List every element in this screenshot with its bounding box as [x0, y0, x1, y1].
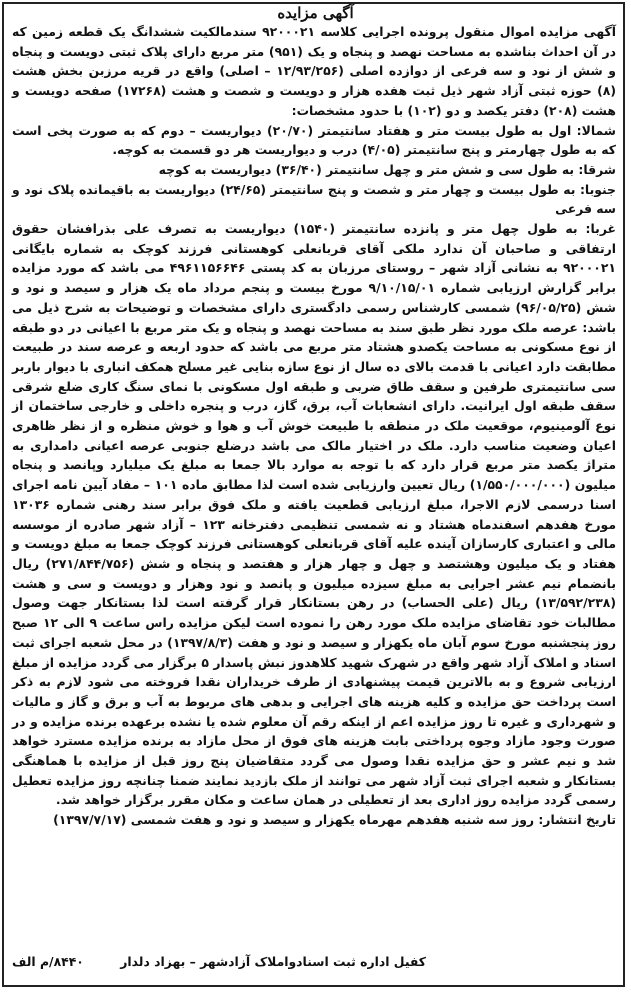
notice-footer: [12, 954, 616, 969]
paragraph-intro: آگهی مزایده اموال منقول پرونده اجرایی کلاسه ۹۲۰۰۰۲۱ سندمالکیت ششدانگ یک قطعه زمین که در آن احداث بناشده به مساحت نهصد و پنجاه و یک (۹۵۱) متر مربع دارای پلاک ثبتی دویست و پنجاه و شش از نود و سه فرعی از دوازده اصلی (۱۲/۹۳/۲۵۶ – اصلی) واقع در قریه مرزبن بخش هشت (۸) حوزه ثبتی آزاد شهر ذیل ثبت هفده هزار و دویست و شصت و هشت (۱۷۲۶۸) صفحه دویست و هشت (۲۰۸) دفتر یکصد و دو (۱۰۲) با حدود مشخصات:: [12, 24, 616, 118]
paragraph-south: جنوبا: به طول بیست و چهار متر و شصت و پنج سانتیمتر (۲۴/۶۵) دیواریست به باقیمانده پلاک نود و سه فرعی: [12, 181, 616, 217]
paragraph-publish-date: تاریخ انتشار: روز سه شنبه هفدهم مهرماه یکهزار و سیصد و نود و هفت شمسی (۱۳۹۷/۷/۱۷): [53, 812, 616, 828]
notice-title: آگهی مزایده: [277, 4, 354, 22]
paragraph-north: شمالا: اول به طول بیست متر و هفتاد سانتیمتر (۲۰/۷۰) دیواریست – دوم که به صورت پخی است که به طول چهارمتر و پنج سانتیمتر (۴/۰۵) درب و دیواریست هر دو قسمت به کوچه.: [12, 122, 616, 158]
reference-code: ۸۴۴۰/م الف: [12, 954, 84, 969]
paragraph-west-details: غربا: به طول چهل متر و پانزده سانتیمتر (۱۵۴۰) دیواریست به تصرف علی بذرافشان حقوق ارتفاقی و صاحبان آن ندارد ملکی آقای قربانعلی کوهستانی فرزند کوچک به شماره بایگانی ۹۲۰۰۰۲۱ به نشانی آزاد شهر – روستای مرزبان به کد پستی ۴۹۶۱۱۵۶۶۴۶ می باشد که مورد مزایده برابر گزارش ارزیابی شماره ۹/۱۰/۱۵/۰۱ مورخ بیست و پنجم مرداد ماه یک هزار و سیصد و نود و شش (۹۶/۰۵/۲۵) شمسی کارشناس رسمی دادگستری دارای مشخصات و توضیحات به شرح ذیل می باشد: عرصه ملک مورد نظر طبق سند به مساحت نهصد و پنجاه و یک متر مربع با اعیانی در دو طبقه از نوع مسکونی به مساحت یکصدو هشتاد متر مربع می باشد که حدود اربعه و عرصه سند در طبیعت مطابقت دارد اعیانی با قدمت بالای ده سال از نوع سازه بنایی غیر مسلح همکف انباری با دیوار باربر سی سانتیمتری طرفین و سقف طاق ضربی و طبقه اول مسکونی با نمای سنگ کاری ضلع شرقی سقف طبقه اول ایرانیت. دارای انشعابات آب، برق، گاز، درب و پنجره داخلی و خارجی ساختمان از نوع آلومینیوم، موقعیت ملک در منطقه با طبیعت خوش آب و هوا و خوش منظره و از نظر ظاهری اعیان وضعیت مناسب دارد. ملک در اختیار مالک می باشد درضلع جنوبی عرصه اعیانی دامداری به متراژ یکصد متر مربع قرار دارد که با توجه به موارد بالا جمعا به مبلغ یک میلیارد وپانصد و پنجاه میلیون (۱/۵۵۰/۰۰۰/۰۰۰) ریال تعیین وارزیابی شده است لذا مطابق ماده ۱۰۱ – مفاد آیین نامه اجرای اسنا درسمی لازم الاجرا، مبلغ ارزیابی قطعیت یافته و ملک فوق برابر سند رهنی شماره ۱۳۰۳۶ مورخ هفدهم اسفندماه هشتاد و نه شمسی تنظیمی دفترخانه ۱۲۳ – آزاد شهر صادره از موسسه مالی و اعتباری کارسازان آینده علیه آقای قربانعلی کوهستانی فرزند کوچک جمعا به مبلغ دویست و هفتاد و یک میلیون وهشتصد و چهل و چهار هزار و هفتصد و پنجاه و شش (۲۷۱/۸۴۴/۷۵۶) ریال بانضمام نیم عشر اجرایی به مبلغ سیزده میلیون و پانصد و نود وهزار و دویست و سی و هشت (۱۳/۵۹۲/۲۳۸) ریال (علی الحساب) در رهن بستانکار قرار گرفته است لذا بستانکار جهت وصول مطالبات خود تقاضای مزایده ملک مورد رهن را نموده است لیکن مزایده راس ساعت ۹ الی ۱۲ صبح روز پنجشنبه مورخ سوم آبان ماه یکهزار و سیصد و نود و هفت (۱۳۹۷/۸/۳) در محل شعبه اجرای ثبت اسناد و املاک آزاد شهر واقع در شهرک شهید کلاهدوز نبش پاسدار ۵ برگزار می گردد مزایده از مبلغ ارزیابی شروع و به بالاترین قیمت پیشنهادی از طرف خریداران نقدا فروخته می شود لازم به ذکر است پرداخت حق مزایده و کلیه هزینه های اجرایی و بدهی های مربوط به آب و برق و گاز و مالیات و شهرداری و غیره تا روز مزایده اعم از اینکه رقم آن معلوم شده یا نشده برعهده برنده مزایده و در صورت وجود مازاد وجوه پرداختی بابت هزینه های فوق از محل مازاد به برنده مزایده مسترد خواهد شد و نیم عشر و حق مزایده نقدا وصول می گردد متقاضیان پنج روز قبل از مزایده با هماهنگی بستانکار و شعبه اجرای ثبت آزاد شهر می توانند از ملک بازدید نمایند ضمنا چنانچه روز مزایده تعطیل رسمی گردد مزایده روز اداری بعد از تعطیلی در همان ساعت و مکان مقرر برگزار خواهد شد.: [12, 221, 617, 808]
signature-line: کفیل اداره ثبت اسنادواملاک آزادشهر – بهزاد دلدار: [120, 954, 426, 969]
paragraph-east: شرقا: به طول سی و شش متر و چهل سانتیمتر (۳۶/۴۰) دیواریست به کوچه: [158, 161, 616, 177]
notice-body: [12, 22, 616, 830]
